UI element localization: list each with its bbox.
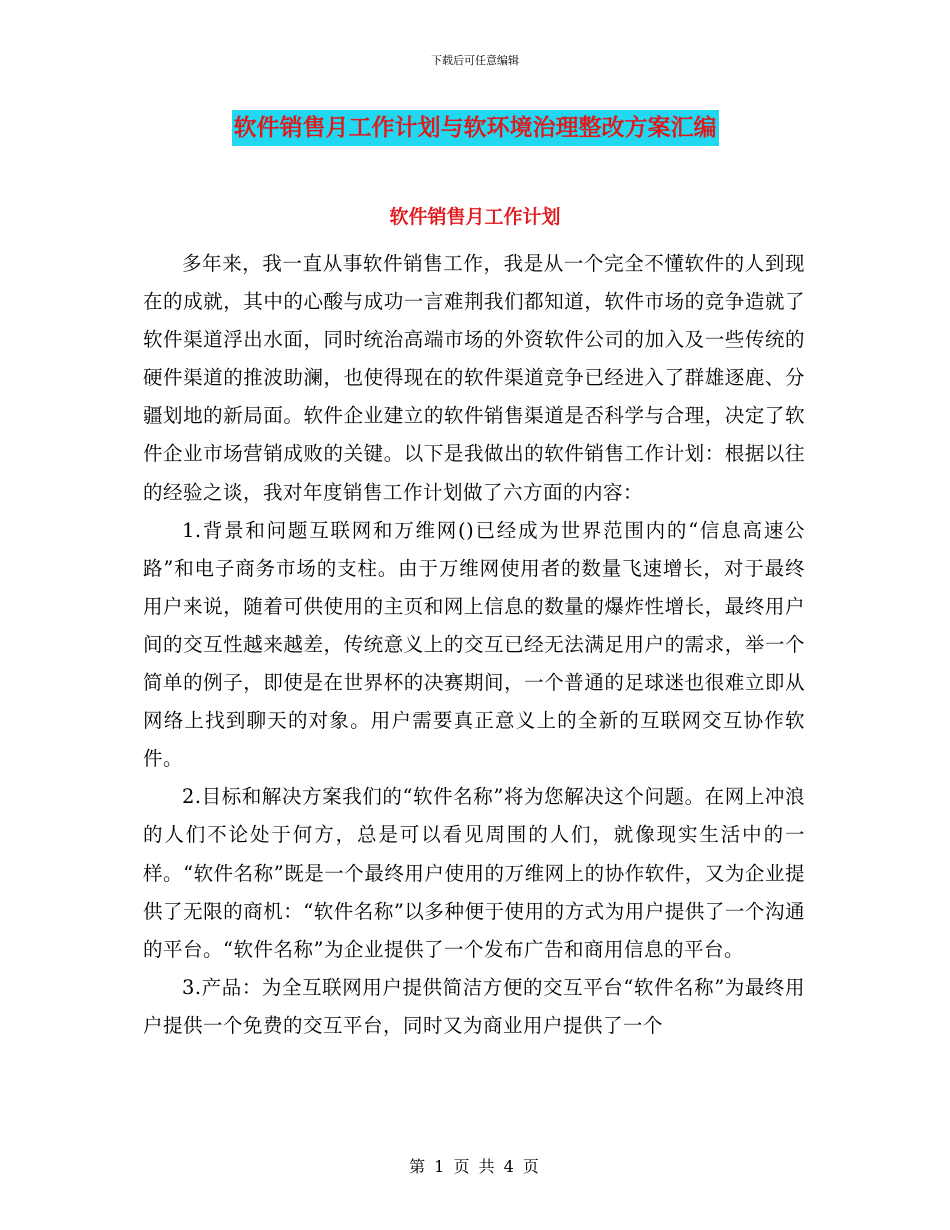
page-number-footer: 第 1 页 共 4 页 bbox=[409, 1157, 541, 1176]
document-title-container bbox=[0, 110, 950, 146]
paragraph-goals: 2.目标和解决方案我们的“软件名称”将为您解决这个问题。在网上冲浪的人们不论处于何方，总是可以看见周围的人们，就像现实生活中的一样。“软件名称”既是一个最终用户使用的万维网上的协作软件，又为企业提供了无限的商机：“软件名称”以多种便于使用的方式为用户提供了一个沟通的平台。“软件名称”为企业提供了一个发布广告和商用信息的平台。 bbox=[143, 785, 805, 961]
paragraph-product: 3.产品：为全互联网用户提供简洁方便的交互平台“软件名称”为最终用户提供一个免费的交互平台，同时又为商业用户提供了一个 bbox=[143, 975, 805, 1037]
paragraph-intro: 多年来，我一直从事软件销售工作，我是从一个完全不懂软件的人到现在的成就，其中的心酸与成功一言难荆我们都知道，软件市场的竞争造就了软件渠道浮出水面，同时统治高端市场的外资软件公司的加入及一些传统的硬件渠道的推波助澜，也使得现在的软件渠道竞争已经进入了群雄逐鹿、分疆划地的新局面。软件企业建立的软件销售渠道是否科学与合理，决定了软件企业市场营销成败的关键。以下是我做出的软件销售工作计划：根据以往的经验之谈，我对年度销售工作计划做了六方面的内容： bbox=[143, 252, 805, 504]
document-title: 软件销售月工作计划与软环境治理整改方案汇编 bbox=[232, 110, 719, 146]
page-header-note: 下载后可任意编辑 bbox=[431, 54, 519, 67]
section-title: 软件销售月工作计划 bbox=[389, 206, 561, 228]
paragraph-background: 1.背景和问题互联网和万维网()已经成为世界范围内的“信息高速公路”和电子商务市场的支柱。由于万维网使用者的数量飞速增长，对于最终用户来说，随着可供使用的主页和网上信息的数量的爆炸性增长，最终用户间的交互性越来越差，传统意义上的交互已经无法满足用户的需求，举一个简单的例子，即使是在世界杯的决赛期间，一个普通的足球迷也很难立即从网络上找到聊天的对象。用户需要真正意义上的全新的互联网交互协作软件。 bbox=[143, 518, 805, 771]
document-body bbox=[143, 245, 805, 1045]
